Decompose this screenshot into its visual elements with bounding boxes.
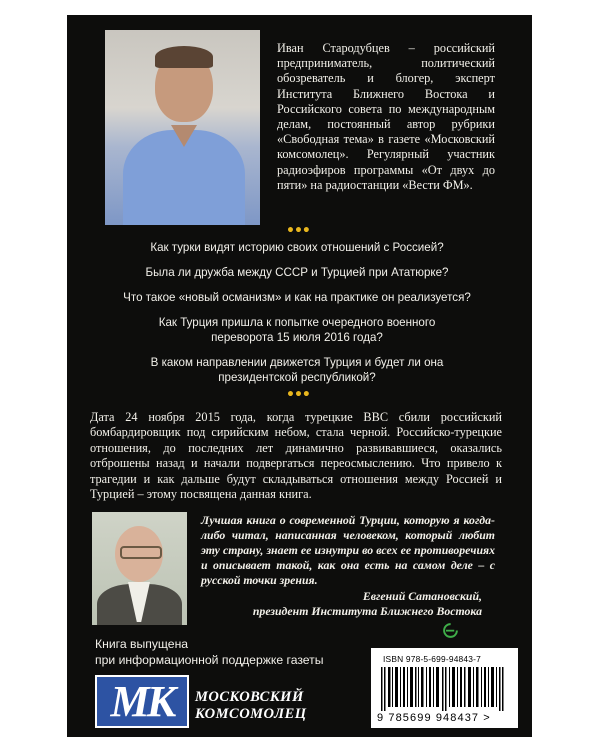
mk-name-line-1: МОСКОВСКИЙ	[195, 689, 304, 705]
mk-logo: МК	[95, 675, 189, 728]
author-bio: Иван Стародубцев – российский предприниматель, политический обозреватель и блогер, эксперт Института Ближнего Востока и Российского совета по международным делам, постоянный автор рубрики «Свободная тема» в газете «Московский комсомолец». Регулярный участник радиоэфиров программы «От двух до пяти» на радиостанции «Вести ФМ».	[277, 41, 495, 192]
support-line-2: при информационной поддержке газеты	[95, 652, 324, 667]
question-item: Как турки видят историю своих отношений с Россией?	[150, 241, 444, 254]
support-line-1: Книга выпущена	[95, 637, 189, 651]
separator-dots-bottom: •••	[286, 387, 310, 403]
barcode-digits: 9 785699 948437 >	[377, 712, 491, 724]
question-item: В каком направлении движется Турция и будет ли она президентской республикой?	[150, 355, 444, 384]
reviewer-title: президент Института Ближнего Востока	[252, 604, 482, 618]
eksmo-logo-icon	[443, 623, 458, 638]
review-quote: Лучшая книга о современной Турции, которую я когда-либо читал, написанная человеком, который любит эту страну, знает ее изнутри во всех ее противоречиях и описывает такой, как она есть на самом деле – с русской точки зрения.	[201, 513, 495, 587]
reviewer-name: Евгений Сатановский,	[362, 589, 482, 603]
author-photo	[105, 30, 260, 225]
review-signature	[253, 589, 482, 619]
separator-dots-top: •••	[286, 223, 310, 239]
reviewer-photo	[92, 512, 187, 625]
book-back-cover	[67, 15, 532, 737]
question-item: Была ли дружба между СССР и Турцией при Ататюрке?	[145, 266, 449, 280]
questions-list	[87, 241, 507, 396]
mk-newspaper-name	[195, 689, 307, 722]
question-item: Что такое «новый османизм» и как на практике он реализуется?	[123, 291, 471, 305]
barcode-icon	[381, 667, 508, 711]
support-text	[95, 637, 324, 668]
question-item: Как Турция пришла к попытке очередного военного переворота 15 июля 2016 года?	[158, 316, 436, 344]
isbn-label: ISBN 978-5-699-94843-7	[383, 654, 481, 664]
barcode-box	[371, 648, 518, 728]
book-description: Дата 24 ноября 2015 года, когда турецкие ВВС сбили российский бомбардировщик под сирийским небом, стала черной. Российско-турецкие отношения, до последних лет динамично развивавшиеся, оказались отброшены назад и начали подвергаться переосмыслению. Что привело к трагедии и как дальше будут складываться отношения между Россией и Турцией – этому посвящена данная книга.	[90, 410, 502, 502]
mk-name-line-2: КОМСОМОЛЕЦ	[195, 705, 307, 722]
